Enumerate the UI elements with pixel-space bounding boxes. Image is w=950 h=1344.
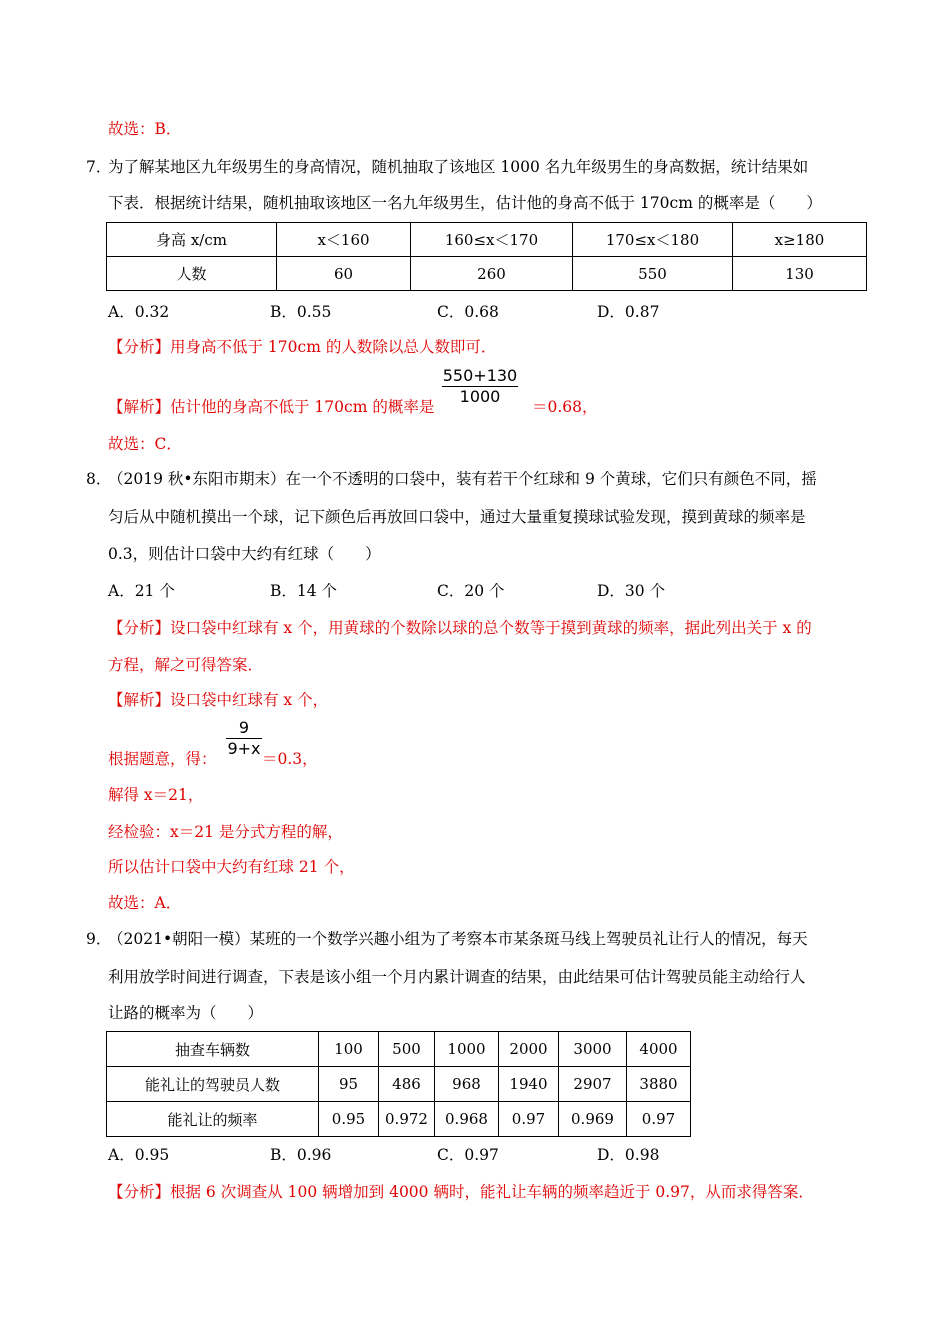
q7-row-cell: 130 (733, 257, 867, 291)
q8-solution-line1: 【解析】设口袋中红球有 x 个， (108, 691, 329, 709)
q9-cell: 0.97 (627, 1102, 691, 1137)
q9-cell: 0.95 (319, 1102, 379, 1137)
q9-cell: 4000 (627, 1032, 691, 1067)
prev-answer: 故选：B． (108, 120, 182, 138)
q7-header-cell: 160≤x＜170 (411, 223, 573, 257)
q7-row-cell: 550 (573, 257, 733, 291)
q9-cell: 95 (319, 1067, 379, 1102)
q7-header-cell: x≥180 (733, 223, 867, 257)
q9-cell: 500 (379, 1032, 435, 1067)
q9-cell: 1000 (435, 1032, 499, 1067)
q8-stem-line3: 0.3，则估计口袋中大约有红球（ ） (108, 545, 381, 563)
q8-analysis-line1: 【分析】设口袋中红球有 x 个，用黄球的个数除以球的总个数等于摸到黄球的频率，据此列出关于 x 的 (108, 619, 812, 637)
q7-option-d: D．0.87 (597, 303, 660, 321)
q9-cell: 100 (319, 1032, 379, 1067)
q8-step-conclusion: 所以估计口袋中大约有红球 21 个， (108, 858, 355, 876)
q9-cell: 3000 (559, 1032, 627, 1067)
q7-fraction-denominator: 1000 (459, 387, 501, 406)
q9-cell: 1940 (499, 1067, 559, 1102)
q9-cell: 2000 (499, 1032, 559, 1067)
q9-stem-line2: 利用放学时间进行调查，下表是该小组一个月内累计调查的结果，由此结果可估计驾驶员能主动给行人 (108, 968, 806, 986)
q8-step-check: 经检验：x＝21 是分式方程的解， (108, 823, 343, 841)
q9-cell: 抽查车辆数 (107, 1032, 319, 1067)
q7-header-cell: 身高 x/cm (107, 223, 277, 257)
q7-option-c: C．0.68 (437, 303, 499, 321)
q9-analysis: 【分析】根据 6 次调查从 100 辆增加到 4000 辆时，能礼让车辆的频率趋近于 0.97，从而求得答案． (108, 1183, 814, 1201)
q9-cell: 能礼让的驾驶员人数 (107, 1067, 319, 1102)
q7-stem-line2: 下表．根据统计结果，随机抽取该地区一名九年级男生，估计他的身高不低于 170cm 的概率是（ ） (108, 194, 822, 212)
q8-option-c: C．20 个 (437, 582, 505, 600)
q9-option-d: D．0.98 (597, 1146, 660, 1164)
q8-option-a: A．21 个 (108, 582, 175, 600)
q7-answer: 故选：C． (108, 435, 182, 453)
q7-fraction-numerator: 550+130 (442, 366, 518, 385)
q7-row-cell: 260 (411, 257, 573, 291)
q7-row-cell: 人数 (107, 257, 277, 291)
q9-option-c: C．0.97 (437, 1146, 499, 1164)
q8-fraction (226, 719, 262, 758)
q9-stem-line3: 让路的概率为（ ） (108, 1004, 264, 1022)
q9-number: 9． (86, 930, 112, 948)
q8-analysis-line2: 方程，解之可得答案． (108, 656, 264, 674)
q8-solution-suffix: ＝0.3， (262, 750, 318, 768)
q8-stem-line1: （2019 秋•东阳市期末）在一个不透明的口袋中，装有若干个红球和 9 个黄球，它们只有颜色不同，摇 (108, 470, 817, 488)
q9-cell: 0.972 (379, 1102, 435, 1137)
q8-answer: 故选：A． (108, 894, 182, 912)
q7-stem-line1: 为了解某地区九年级男生的身高情况，随机抽取了该地区 1000 名九年级男生的身高数据，统计结果如 (108, 158, 809, 176)
q7-header-cell: x＜160 (277, 223, 411, 257)
q7-height-table (106, 222, 867, 291)
q9-option-b: B．0.96 (270, 1146, 332, 1164)
q9-survey-table (106, 1031, 691, 1137)
q8-step-solve: 解得 x＝21， (108, 786, 204, 804)
q9-option-a: A．0.95 (108, 1146, 170, 1164)
q9-cell: 能礼让的频率 (107, 1102, 319, 1137)
q7-fraction (442, 367, 518, 406)
q9-cell: 0.969 (559, 1102, 627, 1137)
q8-number: 8． (86, 470, 112, 488)
q7-header-cell: 170≤x＜180 (573, 223, 733, 257)
q7-option-a: A．0.32 (108, 303, 170, 321)
q9-cell: 968 (435, 1067, 499, 1102)
q7-number: 7． (86, 158, 112, 176)
q8-option-d: D．30 个 (597, 582, 666, 600)
q8-fraction-denominator: 9+x (227, 739, 261, 758)
q9-stem-line1: （2021•朝阳一模）某班的一个数学兴趣小组为了考察本市某条斑马线上驾驶员礼让行人的情况，每天 (108, 930, 808, 948)
q7-option-b: B．0.55 (270, 303, 332, 321)
q9-cell: 486 (379, 1067, 435, 1102)
q7-analysis: 【分析】用身高不低于 170cm 的人数除以总人数即可． (108, 338, 497, 356)
q8-stem-line2: 匀后从中随机摸出一个球，记下颜色后再放回口袋中，通过大量重复摸球试验发现，摸到黄球的频率是 (108, 508, 806, 526)
q7-row-cell: 60 (277, 257, 411, 291)
q9-cell: 2907 (559, 1067, 627, 1102)
q7-solution-prefix: 【解析】估计他的身高不低于 170cm 的概率是 (108, 398, 435, 416)
q8-solution-prefix: 根据题意，得： (108, 750, 217, 768)
q8-fraction-numerator: 9 (238, 718, 250, 737)
q8-option-b: B．14 个 (270, 582, 338, 600)
q9-cell: 0.968 (435, 1102, 499, 1137)
q9-cell: 0.97 (499, 1102, 559, 1137)
q7-solution-suffix: ＝0.68， (532, 398, 598, 416)
q9-cell: 3880 (627, 1067, 691, 1102)
